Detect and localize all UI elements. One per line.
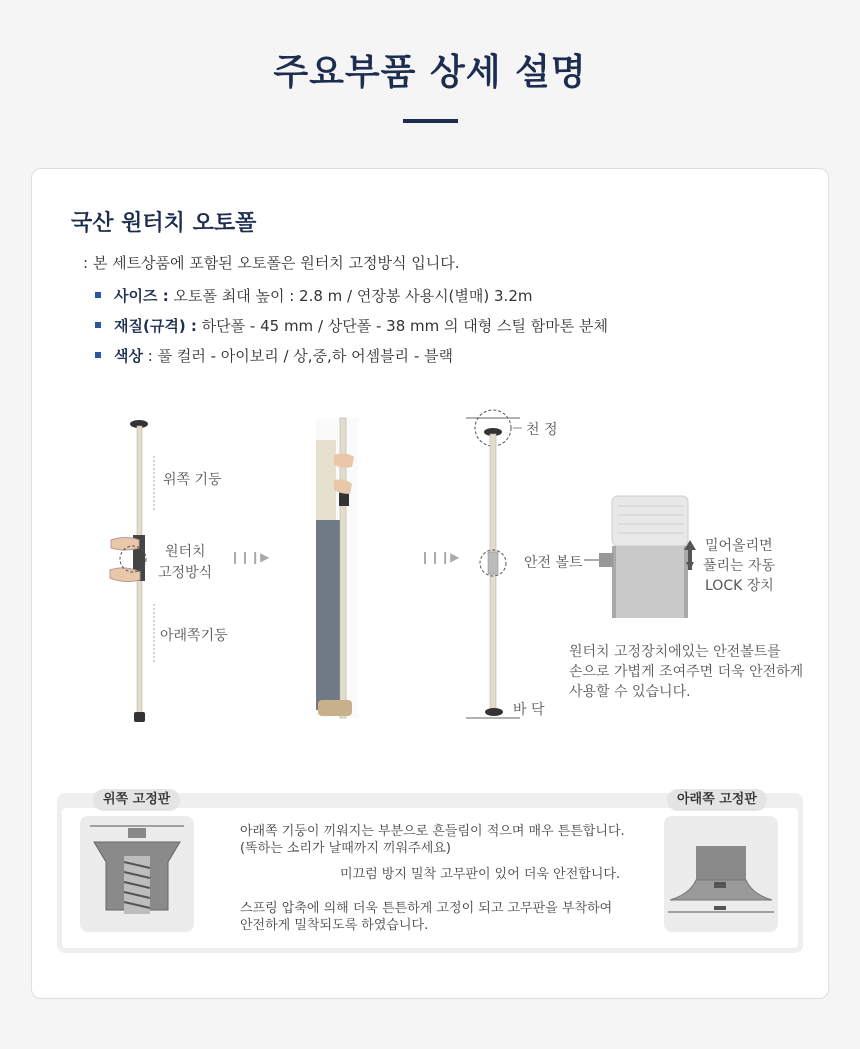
label-onetouch-2: 고정방식 (158, 565, 213, 581)
note-line-3: 사용할 수 있습니다. (569, 684, 691, 700)
label-ceiling: 천 정 (526, 422, 558, 438)
upper-plate-image (80, 816, 194, 932)
label-onetouch-1: 원터치 (165, 544, 206, 560)
spec-material-label: 재질(규격) : (114, 317, 197, 335)
label-lock-2: 풀리는 자동 (703, 558, 776, 574)
label-safety-bolt: 안전 볼트 (524, 555, 583, 571)
bottom-line-1: 아래쪽 기둥이 끼워지는 부분으로 흔들림이 적으며 매우 튼튼합니다. (240, 824, 625, 839)
page-title: 주요부품 상세 설명 (273, 52, 587, 93)
bottom-line-5: 안전하게 밀착되도록 하였습니다. (240, 918, 429, 933)
section-title: 국산 원터치 오토폴 (71, 211, 257, 236)
svg-text:❙❙❙▶: ❙❙❙▶ (230, 550, 270, 564)
spec-color-text: : 풀 컬러 - 아이보리 / 상,중,하 어셈블리 - 블랙 (142, 347, 453, 365)
label-lower-pole: 아래쪽기둥 (160, 628, 228, 644)
label-lock-3: LOCK 장치 (705, 578, 774, 594)
bottom-line-3: 미끄럼 방지 밀착 고무판이 있어 더욱 안전합니다. (340, 867, 621, 882)
note-line-1: 원터치 고정장치에있는 안전볼트를 (569, 644, 781, 660)
bottom-line-2: (똑하는 소리가 날때까지 끼워주세요) (240, 841, 451, 856)
svg-text:❙❙❙▶: ❙❙❙▶ (420, 550, 460, 564)
spec-color-label: 색상 (114, 347, 143, 365)
spec-size-text: 오토폴 최대 높이 : 2.8 m / 연장봉 사용시(별매) 3.2m (168, 287, 533, 305)
section-intro: : 본 세트상품에 포함된 오토폴은 원터치 고정방식 입니다. (83, 254, 460, 272)
label-lock-1: 밀어올리면 (705, 538, 773, 554)
tag-upper-plate: 위쪽 고정판 (93, 789, 180, 811)
spec-size-label: 사이즈 : (114, 287, 169, 305)
spec-material-text: 하단폴 - 45 mm / 상단폴 - 38 mm 의 대형 스틸 함마톤 분체 (196, 317, 609, 335)
label-upper-pole: 위쪽 기둥 (163, 472, 222, 488)
label-floor: 바 닥 (513, 702, 545, 718)
note-line-2: 손으로 가볍게 조여주면 더욱 안전하게 (569, 664, 804, 680)
lower-plate-image (664, 816, 778, 932)
bottom-line-4: 스프링 압축에 의해 더욱 튼튼하게 고정이 되고 고무판을 부착하여 (240, 901, 613, 916)
tag-lower-plate: 아래쪽 고정판 (667, 789, 767, 811)
